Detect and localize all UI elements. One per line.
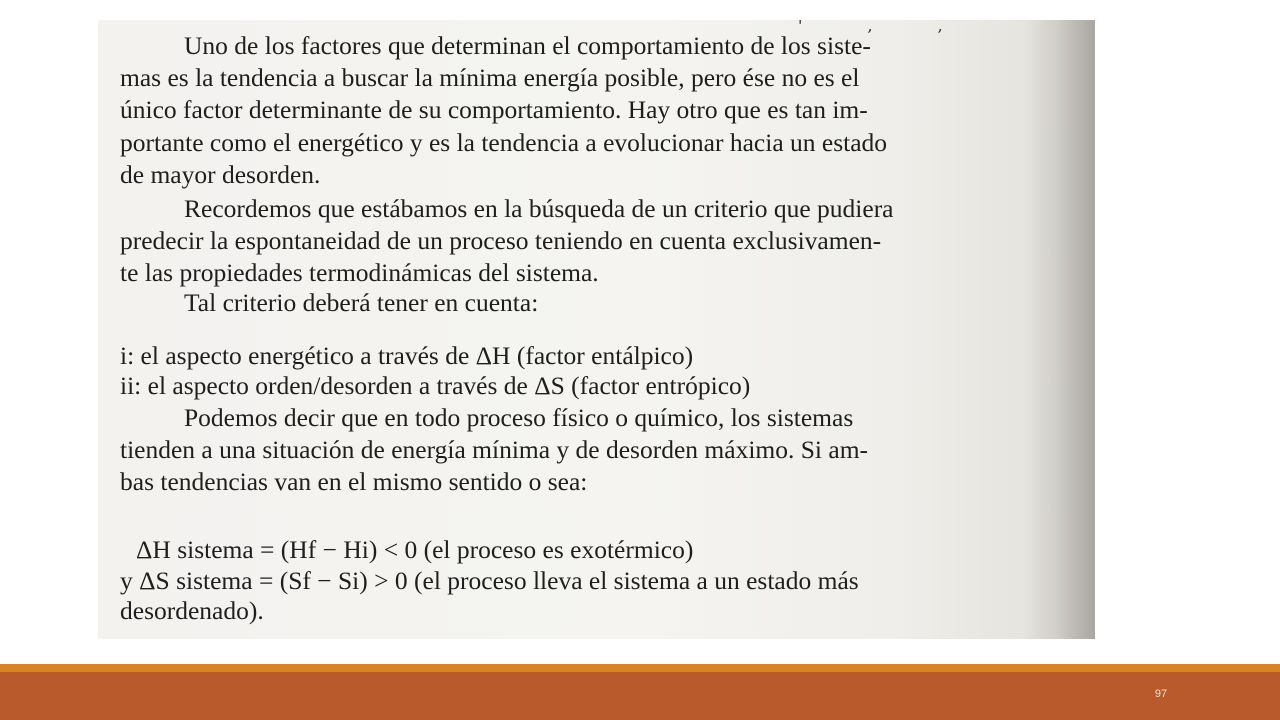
- paragraph-1-line-4: portante como el energético y es la tendencia a evolucionar hacia un estado: [120, 128, 888, 157]
- paragraph-1-line-3: único factor determinante de su comportamiento. Hay otro que es tan im-: [120, 95, 868, 124]
- scan-page-edge-shadow: [1025, 20, 1095, 639]
- criteria-intro: Tal criterio deberá tener en cuenta:: [184, 288, 539, 317]
- equation-entropy-continuation: desordenado).: [120, 596, 264, 625]
- paragraph-3-line-1: Podemos decir que en todo proceso físico o químico, los sistemas: [184, 403, 854, 432]
- criterion-ii: ii: el aspecto orden/desorden a través de ΔS (factor entrópico): [120, 371, 751, 400]
- paragraph-2-line-2: predecir la espontaneidad de un proceso teniendo en cuenta exclusivamen-: [120, 226, 882, 255]
- paragraph-1-line-1: Uno de los factores que determinan el comportamiento de los siste-: [184, 31, 871, 60]
- paragraph-3-line-3: bas tendencias van en el mismo sentido o sea:: [120, 467, 588, 496]
- paragraph-1-line-2: mas es la tendencia a buscar la mínima energía posible, pero ése no es el: [120, 63, 860, 92]
- paragraph-2-line-1: Recordemos que estábamos en la búsqueda de un criterio que pudiera: [184, 194, 894, 223]
- paragraph-1-line-5: de mayor desorden.: [120, 160, 321, 189]
- scan-artifact: ' , ,: [798, 20, 973, 35]
- page-number: 97: [1154, 688, 1168, 700]
- equation-entropy: y ΔS sistema = (Sf − Si) > 0 (el proceso lleva el sistema a un estado más: [120, 566, 859, 595]
- equation-enthalpy: ΔH sistema = (Hf − Hi) < 0 (el proceso es exotérmico): [136, 535, 694, 564]
- footer-bar: [0, 664, 1280, 720]
- scanned-page: [98, 20, 1095, 639]
- criterion-i: i: el aspecto energético a través de ΔH (factor entálpico): [120, 341, 694, 370]
- paragraph-3-line-2: tienden a una situación de energía mínima y de desorden máximo. Si am-: [120, 435, 869, 464]
- paragraph-2-line-3: te las propiedades termodinámicas del sistema.: [120, 258, 599, 287]
